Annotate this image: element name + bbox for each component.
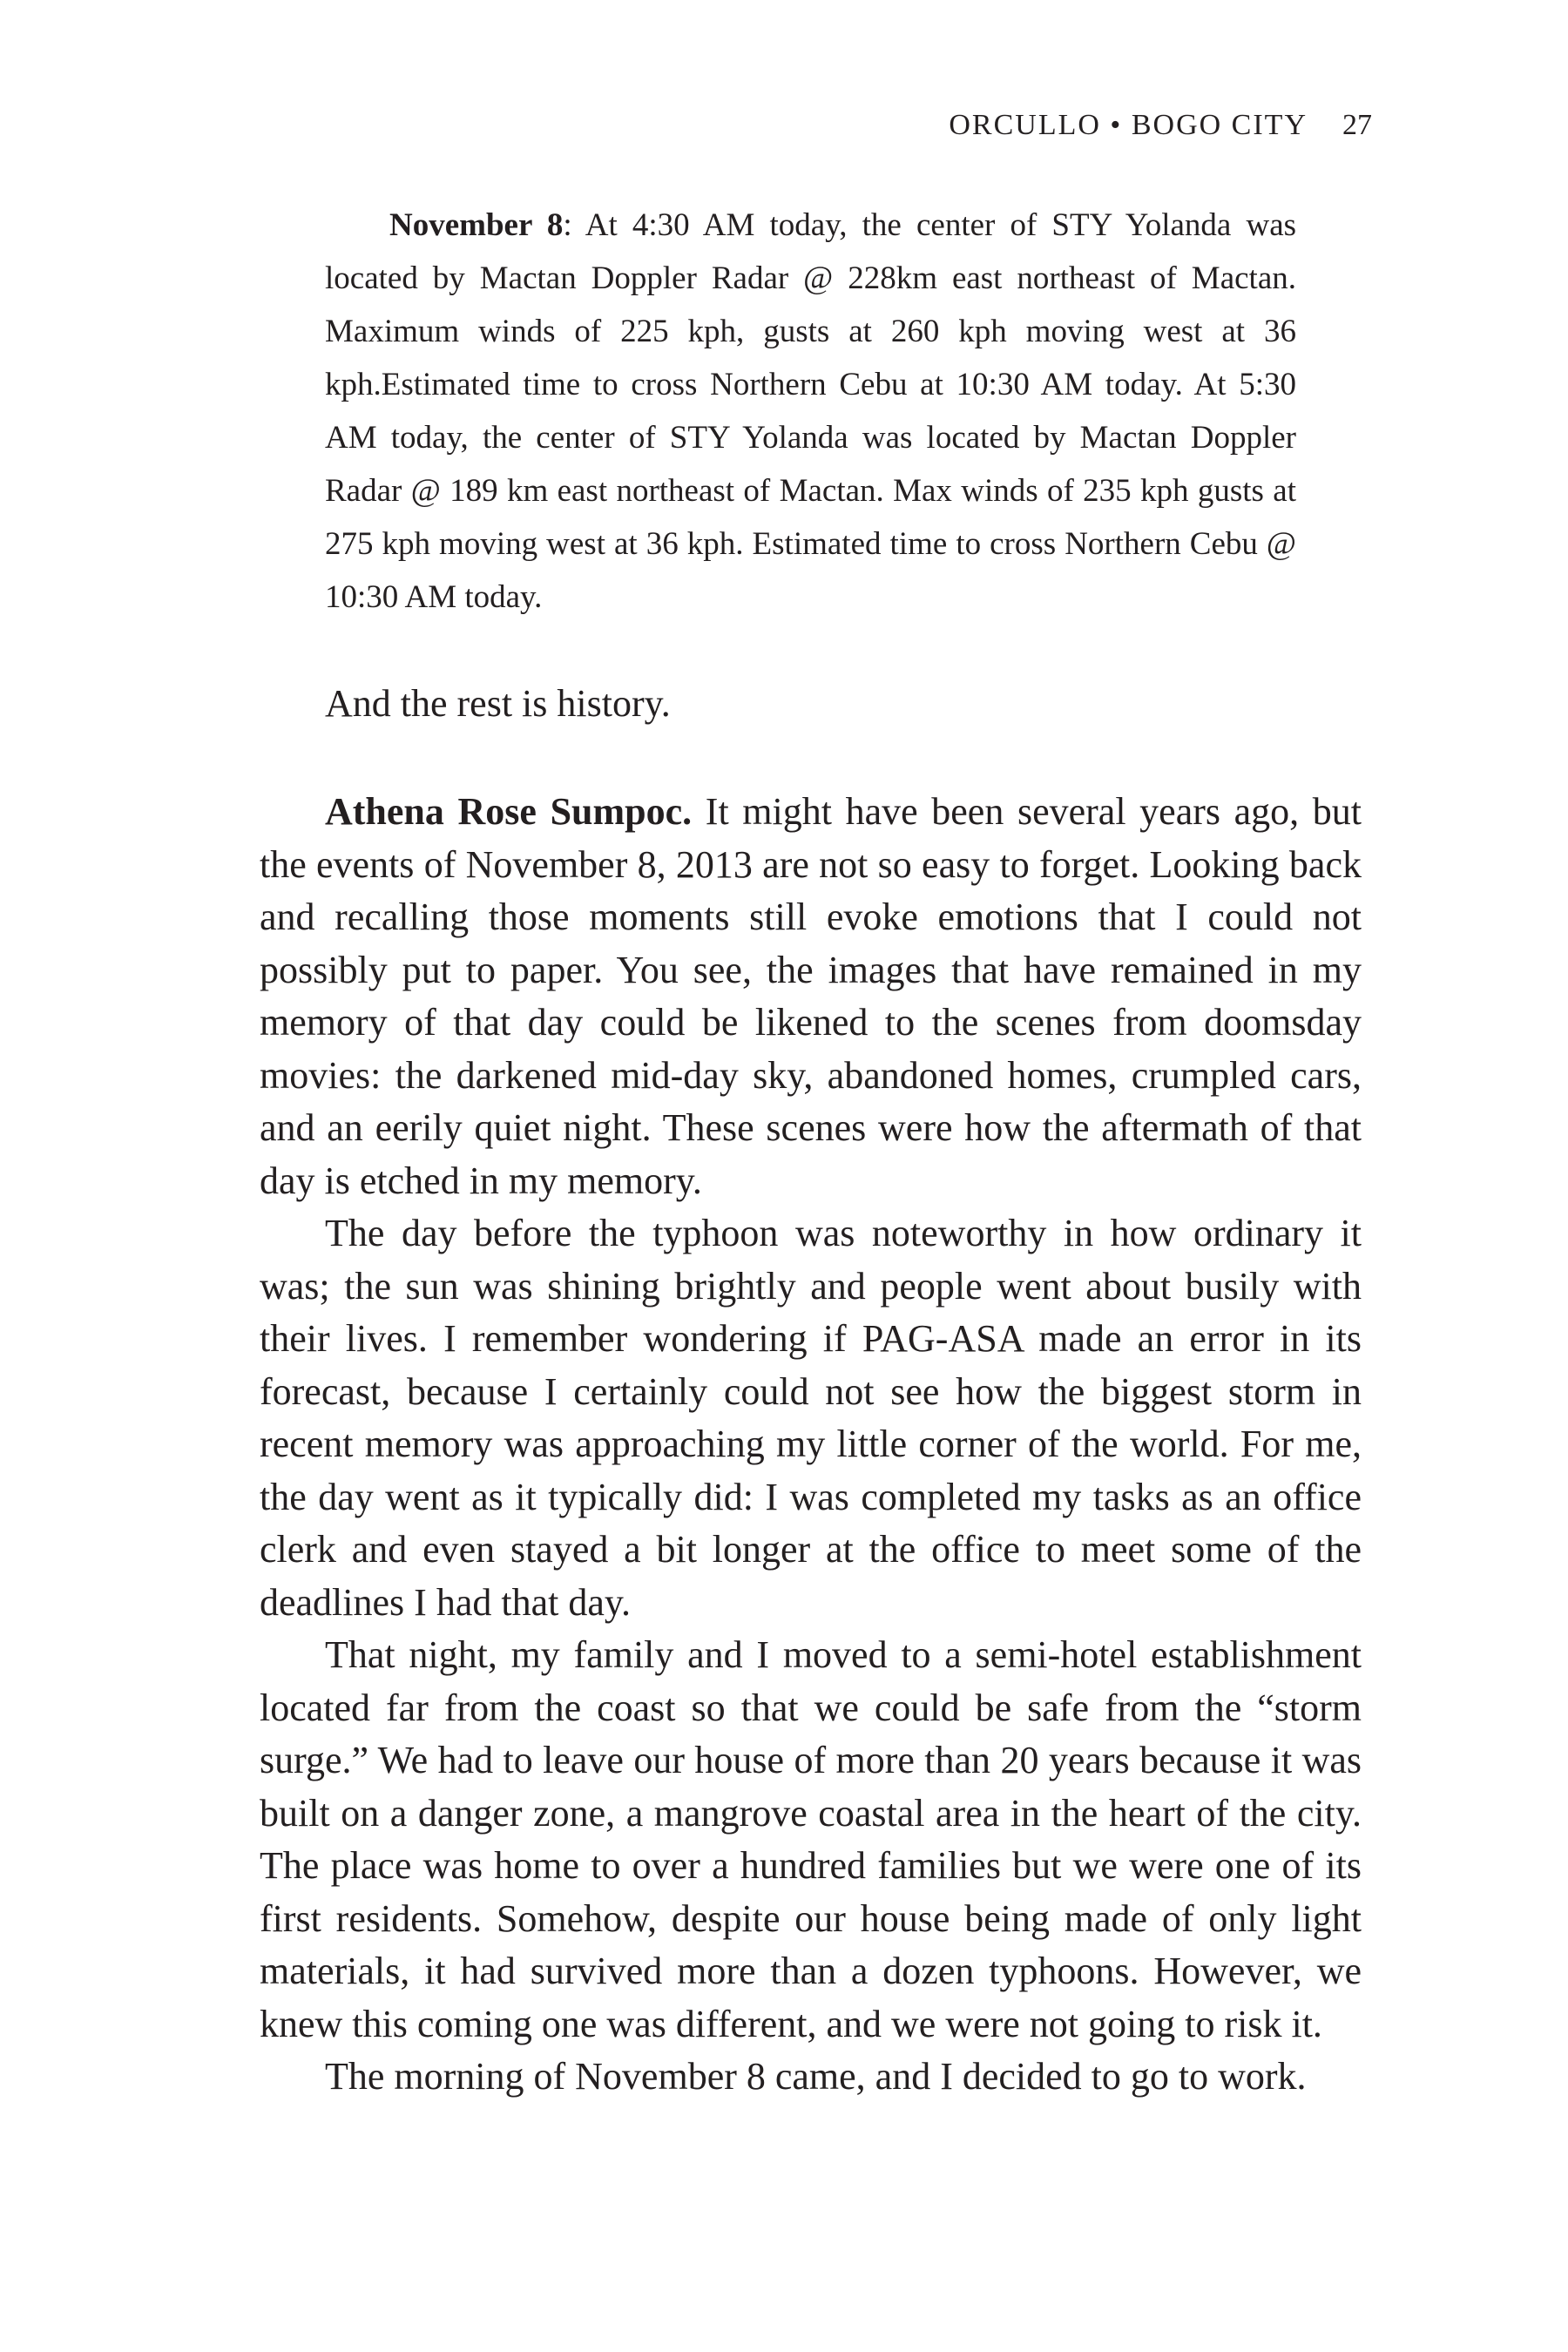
quote-text: : At 4:30 AM today, the center of STY Yolanda was located by Mactan Doppler Radar @ 228km east northeast of Mactan. Maximum winds of 225 kph, gusts at 260 kph moving west at 36 kph.Estimated time to cross Northern Cebu at 10:30 AM today. At 5:30 AM today, the center of STY Yolanda was located by Mactan Doppler Radar @ 189 km east northeast of Mactan. Max winds of 235 kph gusts at 275 kph moving west at 36 kph. Estimated time to cross Northern Cebu @ 10:30 AM today.	[325, 207, 1297, 615]
running-title: ORCULLO • BOGO CITY	[949, 109, 1308, 141]
author-name: Athena Rose Sumpoc.	[325, 790, 693, 833]
page-number: 27	[1342, 109, 1372, 141]
essay-body	[260, 786, 1362, 2104]
running-head	[261, 105, 1372, 146]
paragraph-1-text: It might have been several years ago, but the events of November 8, 2013 are not so easy to forget. Looking back and recalling those moments still evoke emotions that I could not possibly put to paper. You see, the images that have remained in my memory of that day could be likened to the scenes from doomsday movies: the darkened mid-day sky, abandoned homes, crumpled cars, and an eerily quiet night. These scenes were how the aftermath of that day is etched in my memory.	[260, 790, 1362, 1202]
essay-paragraph-2: The day before the typhoon was noteworthy in how ordinary it was; the sun was shining brightly and people went about busily with their lives. I remember wondering if PAG-ASA made an error in its forecast, because I certainly could not see how the biggest storm in recent memory was approaching my little corner of the world. For me, the day went as it typically did: I was completed my tasks as an office clerk and even stayed a bit longer at the office to meet some of the deadlines I had that day.	[260, 1212, 1362, 1624]
essay-paragraph-1	[260, 786, 1362, 1207]
essay-paragraph-3: That night, my family and I moved to a semi-hotel establishment located far from the coast so that we could be safe from the “storm surge.” We had to leave our house of more than 20 years because it was built on a danger zone, a mangrove coastal area in the heart of the city. The place was home to over a hundred families but we were one of its first residents. Somehow, despite our house being made of only light materials, it had survived more than a dozen typhoons. However, we knew this coming one was different, and we were not going to risk it.	[260, 1633, 1362, 2045]
history-line: And the rest is history.	[325, 682, 671, 725]
quote-date-label: November 8	[389, 207, 564, 243]
essay-paragraph-4: The morning of November 8 came, and I decided to go to work.	[325, 2055, 1307, 2098]
radar-bulletin-quote	[325, 199, 1296, 624]
